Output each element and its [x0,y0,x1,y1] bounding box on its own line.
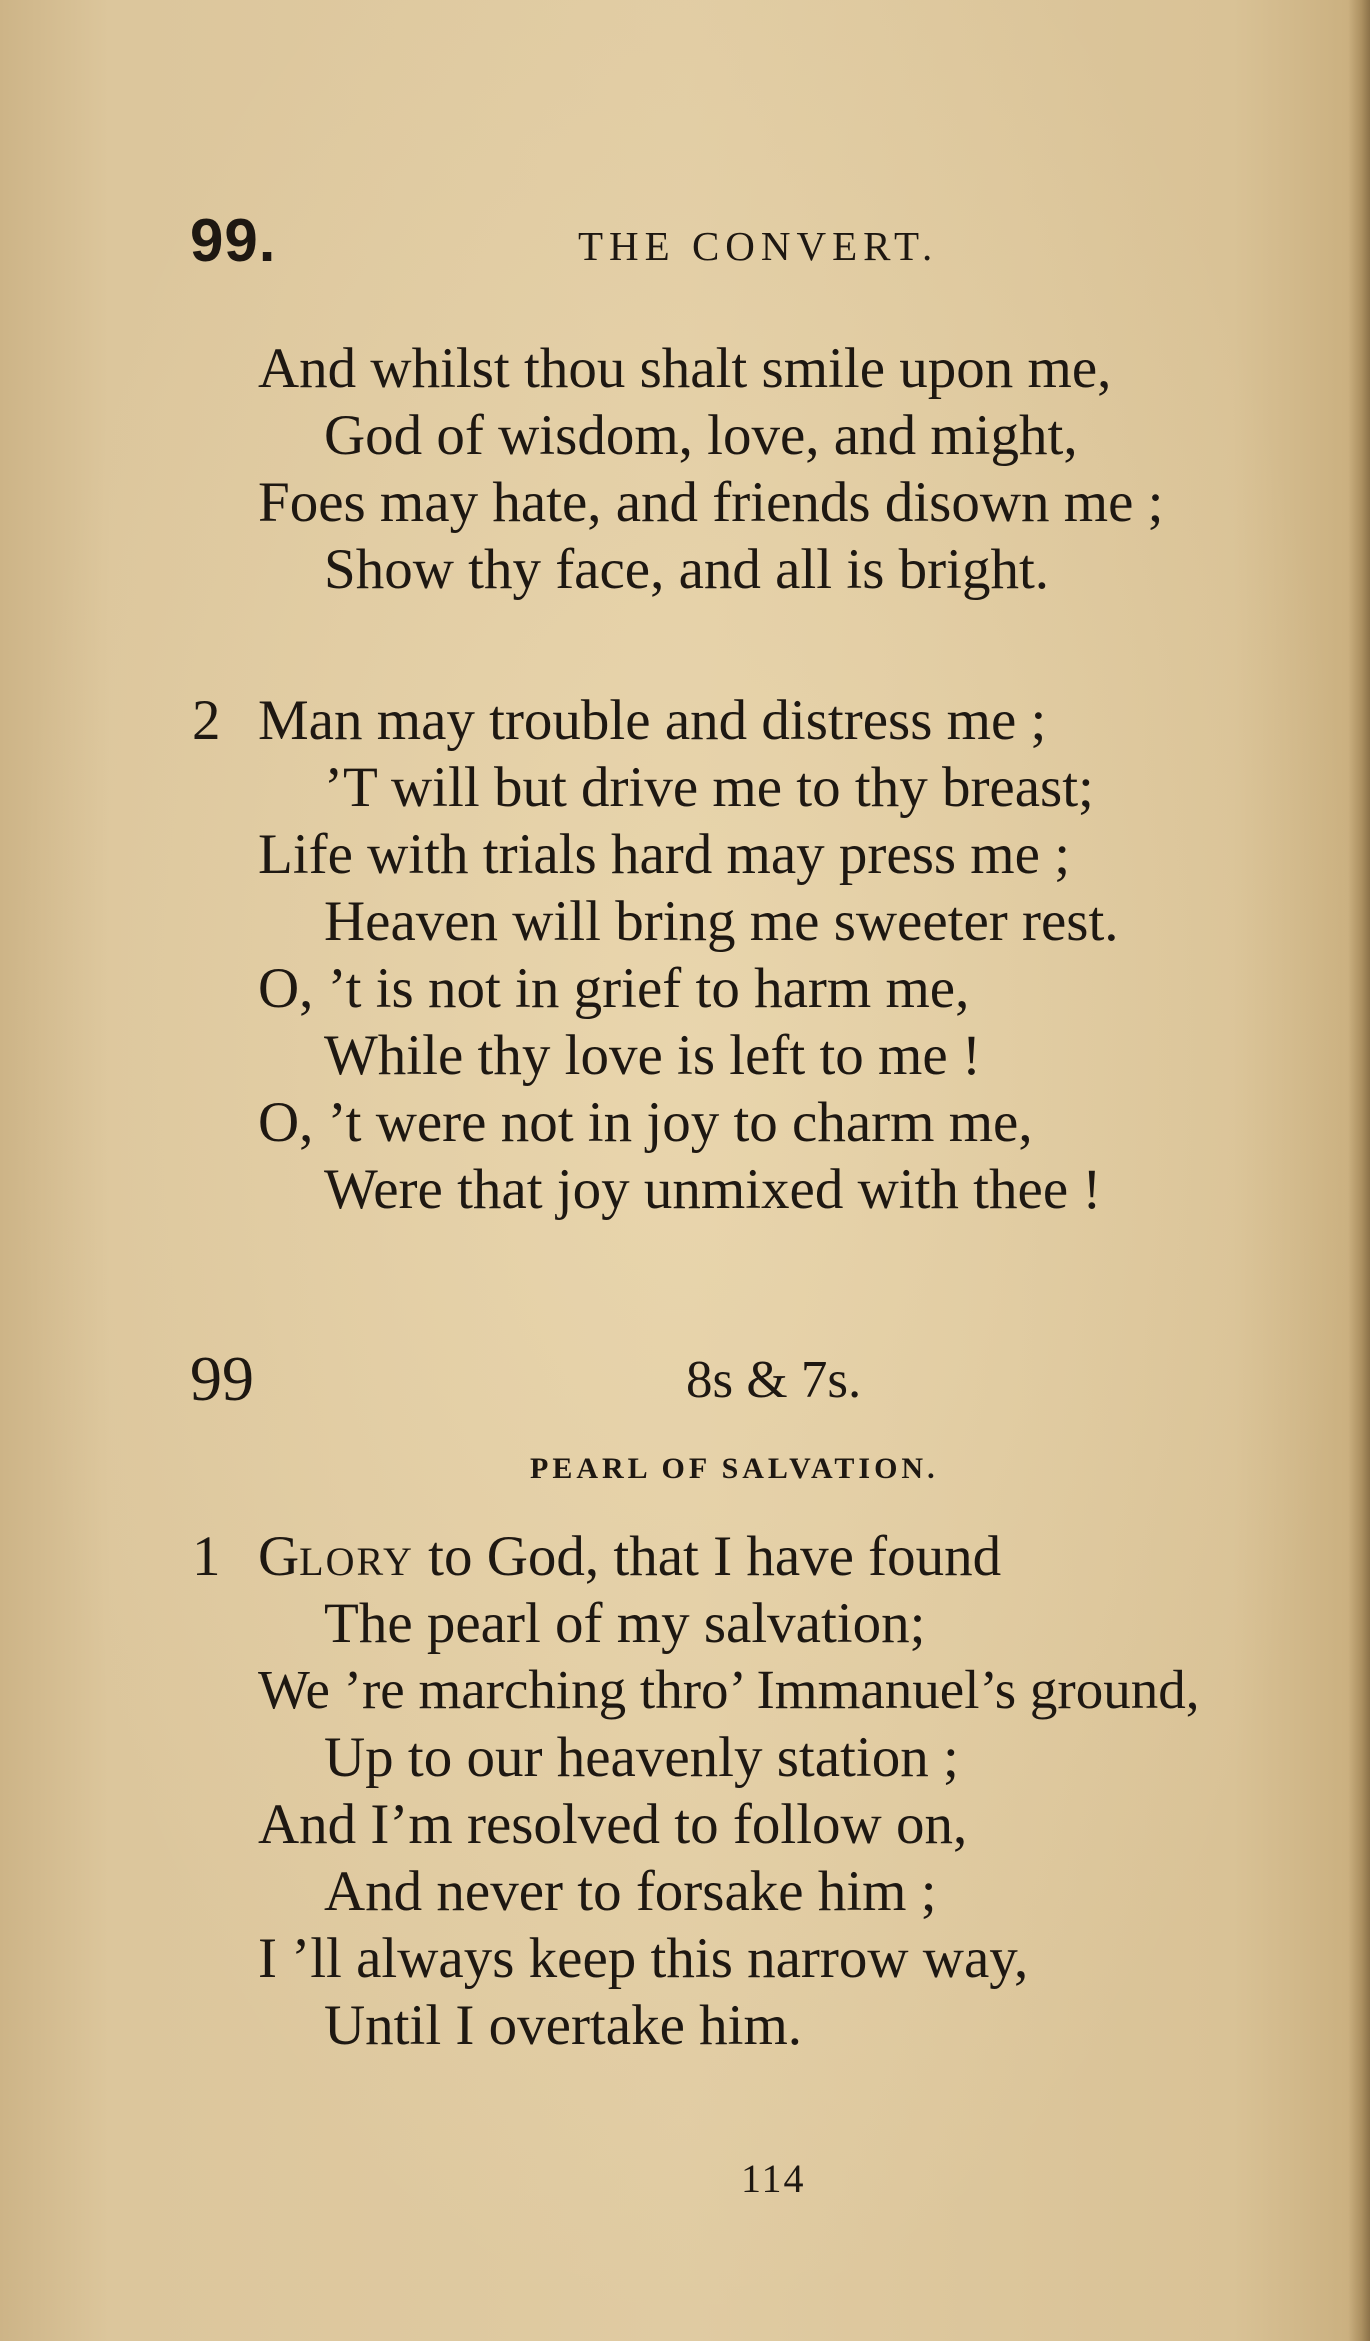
page-number: 114 [741,2156,806,2201]
verse-line: The pearl of my salvation; [324,1592,926,1655]
running-header-title: THE CONVERT. [578,223,939,269]
verse-line: And whilst thou shalt smile upon me, [258,337,1112,400]
verse-line: O, ’t were not in joy to charm me, [258,1091,1033,1154]
verse-line: ’T will but drive me to thy breast; [324,756,1094,819]
stanza-number: 2 [192,689,221,752]
first-line-rest: to God, that I have found [413,1525,1002,1588]
verse-line: Man may trouble and distress me ; [258,689,1047,752]
hymn-number: 99 [190,1343,254,1414]
verse-line: O, ’t is not in grief to harm me, [258,957,970,1020]
verse-line: We ’re marching thro’ Immanuel’s ground, [258,1659,1200,1720]
small-caps-word: LORY [299,1539,414,1584]
verse-line: While thy love is left to me ! [324,1024,981,1087]
verse-line: And I’m resolved to follow on, [258,1793,968,1856]
verse-line: Heaven will bring me sweeter rest. [324,890,1119,953]
verse-line-first [258,1525,1002,1588]
verse-line: I ’ll always keep this narrow way, [258,1927,1029,1990]
verse-line: Up to our heavenly station ; [324,1726,959,1789]
verse-line: God of wisdom, love, and might, [324,404,1078,467]
verse-line: Until I overtake him. [324,1994,803,2057]
verse-line: Life with trials hard may press me ; [258,823,1071,886]
stanza-number: 1 [192,1525,221,1588]
verse-line: Show thy face, and all is bright. [324,538,1050,601]
verse-line: And never to forsake him ; [324,1860,937,1923]
verse-line: Foes may hate, and friends disown me ; [258,471,1164,534]
initial-capital: G [258,1525,300,1588]
page-edge [1348,0,1370,2341]
verse-line: Were that joy unmixed with thee ! [324,1158,1102,1221]
hymn-title: PEARL OF SALVATION. [530,1452,939,1485]
hymn-meter: 8s & 7s. [686,1351,862,1409]
running-header-number: 99. [190,207,277,274]
